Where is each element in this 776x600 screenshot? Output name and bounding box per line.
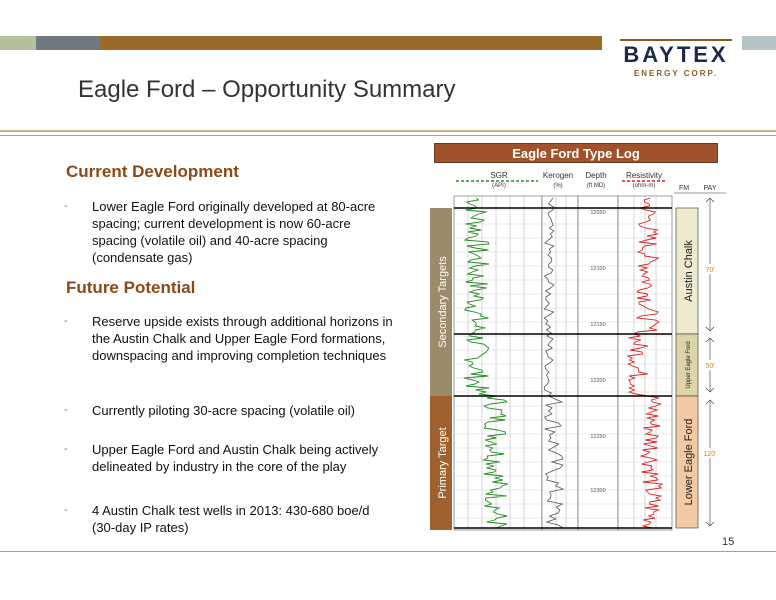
bullet-text: Currently piloting 30-acre spacing (volatile oil) xyxy=(92,403,356,418)
bullet-future-2 xyxy=(64,402,394,419)
depth-header: Depth xyxy=(585,171,607,180)
logo-subtitle: ENERGY CORP. xyxy=(633,69,719,78)
page-number: 15 xyxy=(722,536,735,548)
depth-unit: (ft MD) xyxy=(586,183,606,189)
depth-label: 12200 xyxy=(590,378,606,384)
bullet-marker: - xyxy=(64,315,68,327)
primary-target-label: Primary Target xyxy=(437,427,449,499)
logo-line-top xyxy=(620,39,732,41)
bullet-text: Lower Eagle Ford originally developed at 80-acre spacing; current development is now 60-acre spacing (volatile oil) and 40-acre spacing (condensate gas) xyxy=(92,199,376,265)
logo-name: BAYTEX xyxy=(623,42,729,67)
type-log-figure xyxy=(426,166,726,536)
current-development-heading: Current Development xyxy=(66,162,239,181)
pay-upper-eagle-ford: 50' xyxy=(705,363,715,370)
bullet-marker: - xyxy=(64,504,68,516)
bar-segment-4 xyxy=(742,36,776,50)
resistivity-unit: (ohm-m) xyxy=(632,183,656,189)
depth-label: 12150 xyxy=(590,322,606,328)
title-divider xyxy=(0,130,776,132)
depth-label: 12300 xyxy=(590,488,606,494)
bar-segment-2 xyxy=(36,36,100,50)
fm-austin-chalk-label: Austin Chalk xyxy=(683,240,695,302)
depth-track xyxy=(578,196,618,530)
bullet-marker: - xyxy=(64,404,68,416)
pay-header: PAY xyxy=(703,185,717,192)
bullet-future-3 xyxy=(64,441,394,475)
depth-label: 12050 xyxy=(590,210,606,216)
page-title: Eagle Ford – Opportunity Summary xyxy=(78,76,456,103)
type-log-title: Eagle Ford Type Log xyxy=(434,143,718,163)
bullet-marker: - xyxy=(64,443,68,455)
bullet-future-4 xyxy=(64,502,394,536)
baytex-logo xyxy=(612,42,740,78)
bullet-text: 4 Austin Chalk test wells in 2013: 430-680 boe/d (30-day IP rates) xyxy=(92,503,370,535)
kerogen-header: Kerogen xyxy=(542,171,574,180)
fm-lower-eagle-ford-label: Lower Eagle Ford xyxy=(683,418,695,506)
pay-austin-chalk: 70' xyxy=(705,267,715,274)
fm-upper-eagle-ford-label: Upper Eagle Ford xyxy=(686,341,692,389)
fm-header: FM xyxy=(678,185,690,192)
depth-label: 12100 xyxy=(590,266,606,272)
bar-segment-1 xyxy=(0,36,36,50)
sgr-header: SGR xyxy=(490,171,508,180)
footer-divider xyxy=(0,551,776,552)
bar-segment-3 xyxy=(100,36,602,50)
kerogen-unit: (%) xyxy=(553,183,563,189)
future-potential-heading: Future Potential xyxy=(66,278,196,297)
secondary-target-label: Secondary Targets xyxy=(437,256,449,348)
sgr-unit: (API) xyxy=(492,183,506,189)
bullet-future-1 xyxy=(64,313,394,364)
bullet-text: Reserve upside exists through additional horizons in the Austin Chalk and Upper Eagle Ford formations, downspacing and improving completion techniques xyxy=(92,314,393,363)
title-divider-thin xyxy=(0,135,776,136)
bullet-current-1 xyxy=(64,198,394,266)
depth-label: 12250 xyxy=(590,434,606,440)
bullet-text: Upper Eagle Ford and Austin Chalk being actively delineated by industry in the core of the play xyxy=(92,442,379,474)
resistivity-header: Resistivity xyxy=(625,171,663,180)
pay-lower-eagle-ford: 120' xyxy=(703,451,717,458)
bullet-marker: - xyxy=(64,200,68,212)
